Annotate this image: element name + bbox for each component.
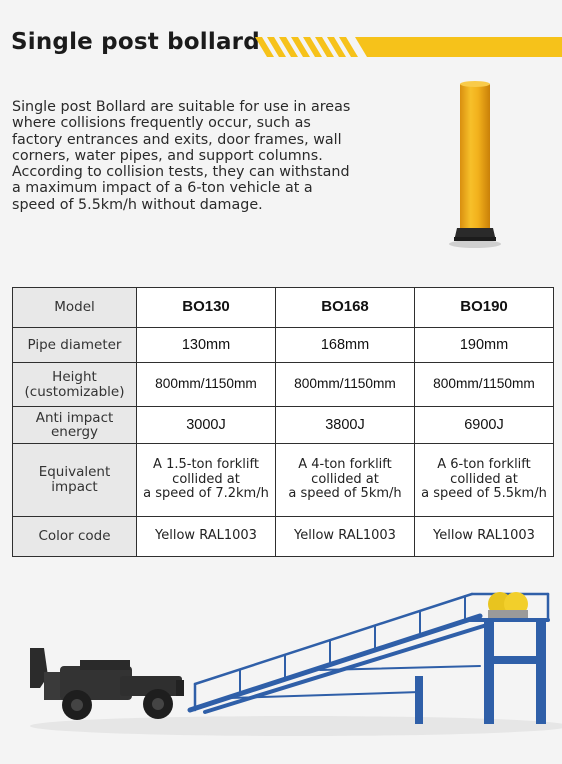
cell-line: A 6-ton forklift [437,457,531,473]
table-cell: Yellow RAL1003 [415,516,554,556]
cell-line: collided at [311,471,379,487]
table-cell [276,444,415,517]
table-cell: 3000J [137,407,276,444]
table-cell: 6900J [415,407,554,444]
table-row-pipe-diameter [13,328,554,363]
table-header-row [13,288,554,328]
table-cell: 800mm/1150mm [415,362,554,406]
table-row-color-code [13,516,554,556]
table-cell: 3800J [276,407,415,444]
page-title: Single post bollard [11,29,260,55]
cell-line: a speed of 5km/h [288,486,402,502]
table-cell: Yellow RAL1003 [137,516,276,556]
row-label-line: impact [51,478,98,495]
cell-line: collided at [172,471,240,487]
model-name: BO190 [415,288,554,328]
table-cell: 190mm [415,328,554,363]
model-name: BO168 [276,288,415,328]
cell-line: A 4-ton forklift [298,457,392,473]
row-label [13,362,137,406]
table-cell: 800mm/1150mm [137,362,276,406]
bollard-image [446,80,504,250]
spec-table [12,287,554,557]
table-cell: Yellow RAL1003 [276,516,415,556]
model-name: BO130 [137,288,276,328]
table-cell: 800mm/1150mm [276,362,415,406]
row-label [13,407,137,444]
intro-paragraph: Single post Bollard are suitable for use in areas where collisions frequently occur, such as factory entrances and exits, door frames, wall corners, water pipes, and support columns. According to collision tests, they can withstand a maximum impact of a 6-ton vehicle at a speed of 5.5km/h without damage. [12,99,351,213]
table-header-label: Model [13,288,137,328]
table-cell [137,444,276,517]
cell-line: a speed of 5.5km/h [421,486,547,502]
cell-line: collided at [450,471,518,487]
table-row-equivalent-impact [13,444,554,517]
row-label-line: (customizable) [24,383,125,400]
row-label-line: energy [50,424,99,441]
collision-test-illustration [0,580,562,764]
row-label: Color code [13,516,137,556]
row-label-line: Height [52,369,97,386]
row-label: Pipe diameter [13,328,137,363]
title-accent-stripe [255,37,562,57]
cell-line: a speed of 7.2km/h [143,486,269,502]
row-label-line: Equivalent [38,464,111,481]
table-row-anti-impact-energy [13,407,554,444]
row-label-line: Anti impact [35,409,114,426]
table-row-height [13,362,554,406]
test-vehicle-image [30,648,184,720]
row-label [13,444,137,517]
cell-line: A 1.5-ton forklift [153,457,259,473]
table-cell: 168mm [276,328,415,363]
table-cell: 130mm [137,328,276,363]
table-cell [415,444,554,517]
